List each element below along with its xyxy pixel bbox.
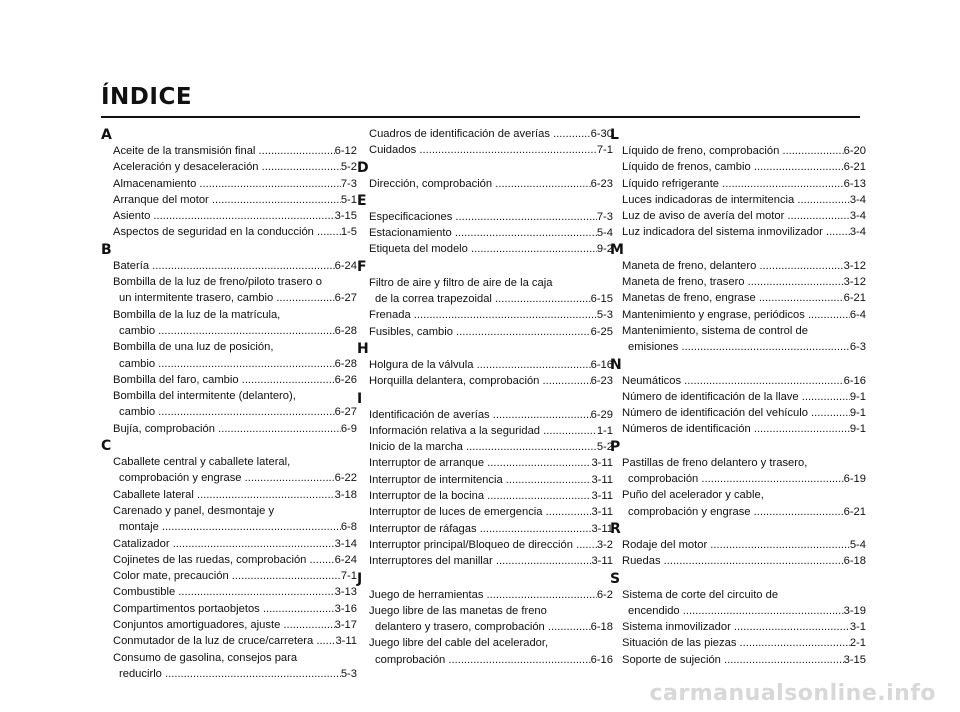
index-entry[interactable]: Interruptor de intermitencia ..... 3-11 [369,472,613,488]
index-entry[interactable]: Maneta de freno, delantero ..... 3-12 [622,258,866,274]
index-entry[interactable]: un intermitente trasero, cambio ..... 6-27 [119,290,357,306]
index-entry[interactable]: Aceite de la transmisión final ..... 6-12 [113,143,357,159]
index-entry-line: Bombilla de una luz de posición, [113,341,274,354]
index-entry[interactable]: Almacenamiento ..... 7-3 [113,176,357,192]
index-entry[interactable]: Soporte de sujeción ..... 3-15 [622,652,866,668]
index-entry[interactable]: Conjuntos amortiguadores, ajuste ..... 3-17 [113,617,357,633]
index-entry[interactable]: Neumáticos ..... 6-16 [622,373,866,389]
index-entry[interactable]: Aceleración y desaceleración ..... 5-2 [113,159,357,175]
index-entry[interactable]: Cuidados ..... 7-1 [369,142,613,158]
section-e [357,193,613,258]
index-entry[interactable]: Interruptor de ráfagas ..... 3-11 [369,521,613,537]
index-column-3 [610,126,866,668]
index-entry[interactable]: Dirección, comprobación ..... 6-23 [369,176,613,192]
section-letter: L [610,127,619,143]
section-letter: R [610,520,621,537]
index-entry[interactable]: Inicio de la marcha ..... 5-2 [369,439,613,455]
index-entry[interactable]: Holgura de la válvula ..... 6-16 [369,357,613,373]
section-c-continued [357,126,613,159]
index-entry[interactable]: Manetas de freno, engrase ..... 6-21 [622,290,866,306]
index-entry[interactable]: Color mate, precaución ..... 7-1 [113,568,357,584]
section-letter: A [101,127,112,143]
index-entry[interactable]: Luz indicadora del sistema inmovilizador ..... 3-4 [622,224,866,240]
index-entry[interactable]: encendido ..... 3-19 [628,603,866,619]
section-letter: H [357,340,369,357]
index-entry-line: Puño del acelerador y cable, [622,489,764,502]
index-entry[interactable]: Especificaciones ..... 7-3 [369,209,613,225]
index-entry-line: Bombilla de la luz de la matrícula, [113,308,281,321]
section-b [101,242,357,437]
index-entry[interactable]: Situación de las piezas ..... 2-1 [622,635,866,651]
section-letter: S [610,570,621,587]
index-entry-line: Juego libre del cable del acelerador, [369,637,549,650]
section-l [610,127,866,241]
index-entry[interactable]: Número de identificación de la llave ..... 9-1 [622,389,866,405]
index-entry[interactable]: Asiento ..... 3-15 [113,208,357,224]
index-column-1 [101,126,357,682]
index-entry[interactable]: montaje ..... 6-8 [119,519,357,535]
index-entry[interactable]: Horquilla delantera, comprobación ..... 6-23 [369,373,613,389]
index-entry[interactable]: Fusibles, cambio ..... 6-25 [369,324,613,340]
section-letter: N [610,356,622,373]
index-entry[interactable]: Interruptor de la bocina ..... 3-11 [369,488,613,504]
index-entry-line: Pastillas de freno delantero y trasero, [622,456,808,469]
index-entry[interactable]: comprobación ..... 6-19 [628,471,866,487]
section-j [357,571,613,668]
index-entry-line: Consumo de gasolina, consejos para [113,651,298,664]
index-entry[interactable]: comprobación y engrase ..... 6-22 [119,470,357,486]
index-entry[interactable]: cambio ..... 6-28 [119,323,357,339]
section-f [357,259,613,340]
index-entry[interactable]: Líquido de frenos, cambio ..... 6-21 [622,159,866,175]
section-letter: M [610,241,624,258]
section-letter: B [101,241,112,258]
index-entry[interactable]: Rodaje del motor ..... 5-4 [622,537,866,553]
index-entry-line: Caballete central y caballete lateral, [113,456,291,469]
index-entry[interactable]: reducirlo ..... 5-3 [119,666,357,682]
section-c [101,438,357,682]
section-letter: I [357,390,363,407]
index-entry[interactable]: Luz de aviso de avería del motor ..... 3-4 [622,208,866,224]
index-entry-line: Bombilla de la luz de freno/piloto trasero o [113,276,322,289]
index-entry-line: Mantenimiento, sistema de control de [622,324,808,337]
index-entry[interactable]: cambio ..... 6-27 [119,404,357,420]
index-entry[interactable]: Estacionamiento ..... 5-4 [369,225,613,241]
index-entry[interactable]: comprobación y engrase ..... 6-21 [628,504,866,520]
section-letter: D [357,159,369,176]
index-entry[interactable]: delantero y trasero, comprobación ..... 6-18 [375,619,613,635]
index-entry[interactable]: Ruedas ..... 6-18 [622,553,866,569]
index-entry-line: Filtro de aire y filtro de aire de la caja [369,276,553,289]
section-m [610,242,866,356]
index-entry[interactable]: Mantenimiento y engrase, periódicos ..... 6-4 [622,307,866,323]
section-n [610,357,866,438]
index-entry[interactable]: Maneta de freno, trasero ..... 3-12 [622,274,866,290]
index-entry[interactable]: de la correa trapezoidal ..... 6-15 [375,291,613,307]
index-entry[interactable]: Aspectos de seguridad en la conducción ..... 1-5 [113,224,357,240]
watermark: carmanualsonline.info [649,681,936,706]
index-entry[interactable]: Bujía, comprobación ..... 6-9 [113,421,357,437]
section-h [357,341,613,390]
index-entry-line: Carenado y panel, desmontaje y [113,504,275,517]
section-d [357,160,613,192]
index-entry[interactable]: emisiones ..... 6-3 [628,339,866,355]
index-entry[interactable]: Números de identificación ..... 9-1 [622,421,866,437]
index-entry-line: Bombilla del intermitente (delantero), [113,390,296,403]
index-entry[interactable]: Interruptor de arranque ..... 3-11 [369,455,613,471]
index-entry[interactable]: comprobación ..... 6-16 [375,652,613,668]
index-entry[interactable]: Líquido refrigerante ..... 6-13 [622,176,866,192]
index-entry[interactable]: Bombilla del faro, cambio ..... 6-26 [113,372,357,388]
index-column-2 [357,126,613,668]
index-entry[interactable]: Caballete lateral ..... 3-18 [113,487,357,503]
index-entry[interactable]: Cojinetes de las ruedas, comprobación ..... 6-24 [113,552,357,568]
section-s [610,571,866,668]
section-letter: J [357,570,363,587]
index-entry[interactable]: Catalizador ..... 3-14 [113,536,357,552]
index-entry[interactable]: Información relativa a la seguridad ..... 1-1 [369,423,613,439]
section-letter: C [101,438,112,455]
index-entry[interactable]: Interruptor principal/Bloqueo de dirección ..... 3-2 [369,537,613,553]
section-i [357,391,613,570]
section-letter: F [357,258,367,275]
index-entry-line: Juego libre de las manetas de freno [369,604,547,617]
index-entry[interactable]: Luces indicadoras de intermitencia ..... 3-4 [622,192,866,208]
index-entry[interactable]: Batería ..... 6-24 [113,258,357,274]
section-r [610,521,866,570]
section-p [610,439,866,520]
section-letter: E [357,192,367,209]
section-a [101,127,357,241]
index-entry[interactable]: Líquido de freno, comprobación ..... 6-20 [622,143,866,159]
index-entry[interactable]: Cuadros de identificación de averías ..... 6-30 [369,126,613,142]
index-entry[interactable]: Juego de herramientas ..... 6-2 [369,587,613,603]
index-entry[interactable]: Número de identificación del vehículo ..... 9-1 [622,405,866,421]
title-rule [101,116,860,118]
index-entry[interactable]: Combustible ..... 3-13 [113,584,357,600]
index-entry-line: Sistema de corte del circuito de [622,588,779,601]
index-entry[interactable]: Etiqueta del modelo ..... 9-2 [369,241,613,257]
index-entry[interactable]: Arranque del motor ..... 5-1 [113,192,357,208]
page-title: ÍNDICE [101,84,193,110]
index-entry[interactable]: Sistema inmovilizador ..... 3-1 [622,619,866,635]
section-letter: P [610,438,621,455]
index-entry[interactable]: Identificación de averías ..... 6-29 [369,407,613,423]
index-entry[interactable]: Interruptor de luces de emergencia ..... 3-11 [369,504,613,520]
index-entry[interactable]: cambio ..... 6-28 [119,356,357,372]
index-entry[interactable]: Compartimentos portaobjetos ..... 3-16 [113,601,357,617]
index-entry[interactable]: Interruptores del manillar ..... 3-11 [369,553,613,569]
index-entry[interactable]: Conmutador de la luz de cruce/carretera ..... 3-11 [113,633,357,649]
index-entry[interactable]: Frenada ..... 5-3 [369,307,613,323]
